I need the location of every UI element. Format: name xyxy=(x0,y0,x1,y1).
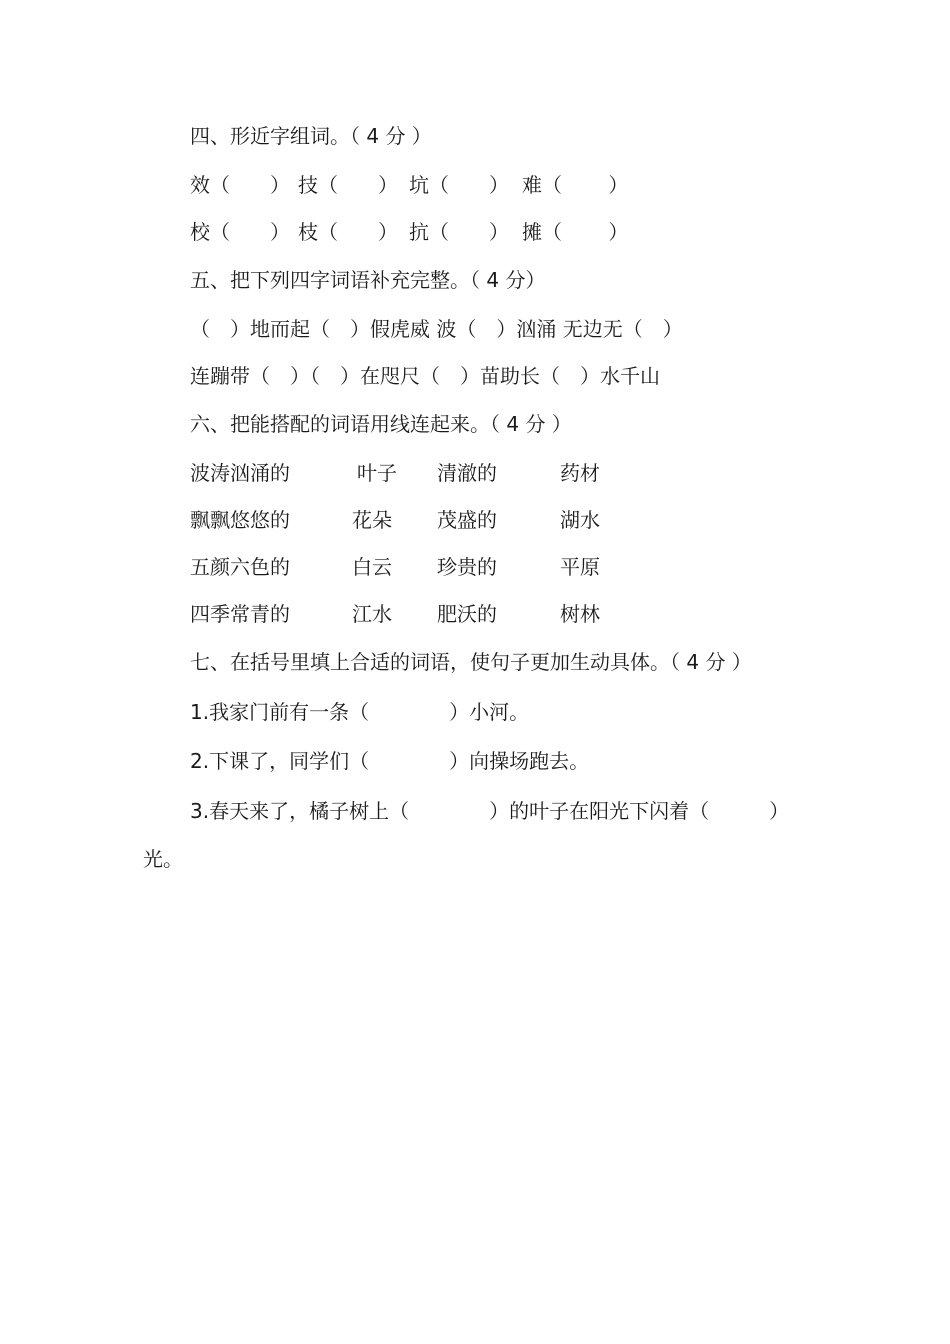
section4-row2-item: 校（ ） xyxy=(190,220,290,244)
match-left-noun: 花朵 xyxy=(352,508,392,532)
match-left-phrase: 飘飘悠悠的 xyxy=(190,508,290,532)
section4-row1-item: 难（ ） xyxy=(522,173,629,197)
section4-row2-item: 枝（ ） xyxy=(298,220,398,244)
match-right-noun: 湖水 xyxy=(560,508,600,532)
section4-row2-item: 抗（ ） xyxy=(409,220,509,244)
match-right-noun: 药材 xyxy=(560,461,600,485)
section7-question-2: 2.下课了，同学们（ ）向操场跑去。 xyxy=(190,749,590,773)
match-right-phrase: 珍贵的 xyxy=(437,555,497,579)
section4-title: 四、形近字组词。（ 4 分 ） xyxy=(190,124,432,148)
section4-row2-item: 摊（ ） xyxy=(522,220,629,244)
match-left-noun: 江水 xyxy=(352,602,392,626)
match-left-phrase: 波涛汹涌的 xyxy=(190,461,290,485)
match-left-phrase: 五颜六色的 xyxy=(190,555,290,579)
match-right-phrase: 肥沃的 xyxy=(437,602,497,626)
match-right-noun: 树林 xyxy=(560,602,600,626)
section5-row1: （ ）地而起（ ）假虎威 波（ ）汹涌 无边无（ ） xyxy=(190,317,683,341)
section5-title: 五、把下列四字词语补充完整。（ 4 分） xyxy=(190,268,546,292)
section4-row1-item: 技（ ） xyxy=(298,173,398,197)
match-right-noun: 平原 xyxy=(560,555,600,579)
match-left-noun: 白云 xyxy=(352,555,392,579)
section6-title: 六、把能搭配的词语用线连起来。（ 4 分 ） xyxy=(190,412,572,436)
section7-question-1: 1.我家门前有一条（ ）小河。 xyxy=(190,700,530,724)
match-left-noun: 叶子 xyxy=(357,461,397,485)
section4-row1-item: 坑（ ） xyxy=(409,173,509,197)
section7-question-3: 3.春天来了，橘子树上（ ）的叶子在阳光下闪着（ ） xyxy=(190,799,790,823)
match-right-phrase: 茂盛的 xyxy=(437,508,497,532)
match-left-phrase: 四季常青的 xyxy=(190,602,290,626)
section5-row2: 连蹦带（ ）（ ）在咫尺（ ）苗助长（ ）水千山 xyxy=(190,364,660,388)
section4-row1-item: 效（ ） xyxy=(190,173,290,197)
section7-title: 七、在括号里填上合适的词语，使句子更加生动具体。（ 4 分 ） xyxy=(190,650,752,674)
section7-question-3-continued: 光。 xyxy=(143,847,183,871)
match-right-phrase: 清澈的 xyxy=(437,461,497,485)
